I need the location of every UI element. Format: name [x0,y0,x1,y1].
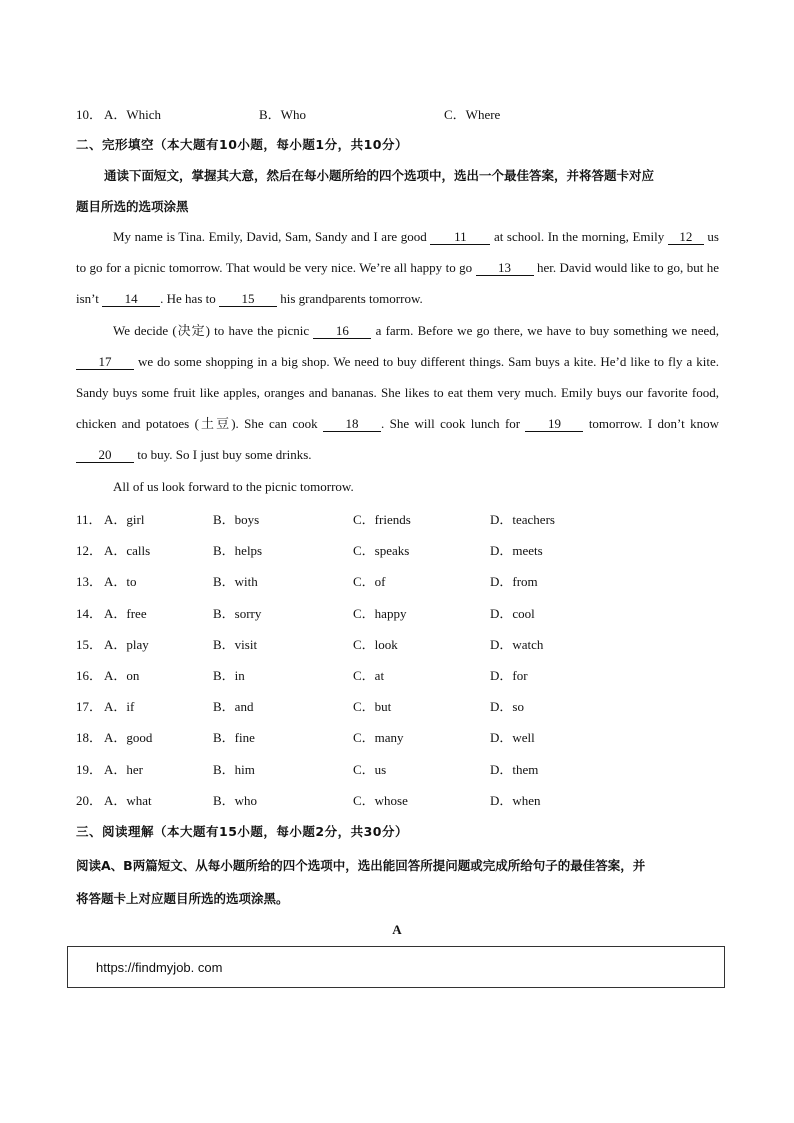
question-number: 19． [76,761,103,777]
option-d: D．teachers [490,512,555,527]
blank-12: 12 [668,229,704,245]
url-box [67,946,725,988]
option-row [76,540,719,558]
option-a: A．to [104,574,137,590]
question-number: 12． [76,543,103,559]
option-a: A．what [104,792,152,808]
url-text: https://findmyjob. com [96,960,223,975]
question-number: 16． [76,668,103,683]
section-2-title: 二、完形填空（本大题有10小题，每小题1分，共10分） [76,137,408,152]
question-number: 20． [76,792,103,808]
option-row [76,727,719,745]
question-number: 14． [76,605,103,621]
option-row [76,634,719,652]
option-c: C．whose [353,792,408,808]
section-3-instruction-line2: 将答题卡上对应题目所选的选项涂黑。 [76,891,289,906]
q10-number: 10． [76,107,103,122]
option-b: B．boys [213,512,260,527]
option-b: B．and [213,699,254,715]
section-3-instruction-line1: 阅读A、B两篇短文、从每小题所给的四个选项中，选出能回答所提问题或完成所给句子的最佳答案，并 [76,858,646,873]
option-d: D．so [490,699,524,715]
option-a: A．if [104,699,135,715]
option-row [76,759,719,777]
blank-13: 13 [476,260,534,276]
section-2-instruction-line2: 题目所选的选项涂黑 [76,199,189,214]
option-c: C．friends [353,512,411,527]
option-b: B．helps [213,543,263,559]
q10-option-b: B．Who [259,107,306,122]
option-c: C．us [353,761,387,777]
question-number: 15． [76,636,103,652]
option-c: C．many [353,730,404,746]
question-number: 17． [76,699,103,715]
option-a: A．her [104,761,143,777]
option-row [76,509,719,527]
passage-paragraph-2: We decide (决定) to have the picnic 16 a farm. Before we go there, we have to buy something we need, 17 we do some shopping in a big shop. We need to buy different things. Sam buys a kite. He’d like to fly a kite. Sandy buys some fruit like apples, oranges and bananas. She likes to eat them very much. Emily buys our favorite food, chicken and potatoes (土豆). She can cook 18 . She will cook lunch for 19 tomorrow. I don’t know 20 to buy. So I just buy some drinks. [76,322,719,463]
option-d: D．for [490,668,528,683]
blank-15: 15 [219,291,277,307]
option-d: D．meets [490,543,543,559]
passage-a-label: A [392,922,402,937]
option-a: A．good [104,730,153,746]
question-number: 18． [76,730,103,746]
blank-19: 19 [525,416,583,432]
section-3-title: 三、阅读理解（本大题有15小题，每小题2分，共30分） [76,824,408,839]
option-a: A．calls [104,543,151,559]
question-number: 13． [76,574,103,590]
cloze-passage [76,221,719,502]
option-b: B．visit [213,636,258,652]
passage-paragraph-1: My name is Tina. Emily, David, Sam, Sandy and I are good 11 at school. In the morning, Emily 12 us to go for a picnic tomorrow. That would be very nice. We’re all happy to go 13 her. David would like to go, but he isn’t 14 . He has to 15 his grandparents tomorrow. [76,229,720,307]
option-b: B．with [213,574,258,590]
passage-paragraph-3: All of us look forward to the picnic tomorrow. [113,478,354,494]
blank-16: 16 [313,323,371,339]
option-b: B．who [213,792,258,808]
option-d: D．from [490,574,538,590]
option-c: C．of [353,574,386,590]
option-d: D．well [490,730,535,746]
option-row [76,603,719,621]
option-a: A．play [104,636,149,652]
option-row [76,665,719,683]
option-c: C．speaks [353,543,410,559]
blank-11: 11 [430,229,490,245]
option-c: C．but [353,699,392,715]
option-d: D．when [490,792,541,808]
option-b: B．fine [213,730,255,746]
option-d: D．watch [490,636,544,652]
option-row [76,696,719,714]
option-b: B．in [213,668,245,683]
option-c: C．happy [353,605,407,621]
blank-18: 18 [323,416,381,432]
option-d: D．them [490,761,539,777]
option-c: C．look [353,636,398,652]
option-b: B．him [213,761,255,777]
question-number: 11． [76,512,102,527]
option-c: C．at [353,668,385,683]
q10-option-c: C．Where [444,107,501,122]
option-a: A．on [104,668,140,683]
blank-17: 17 [76,354,134,370]
option-a: A．girl [104,512,145,527]
option-row [76,571,719,589]
q10-option-a: A．Which [104,107,162,122]
blank-20: 20 [76,447,134,463]
blank-14: 14 [102,291,160,307]
option-d: D．cool [490,605,535,621]
option-a: A．free [104,605,147,621]
option-b: B．sorry [213,605,262,621]
question-10-options [76,104,719,122]
section-2-instruction-line1: 通读下面短文，掌握其大意，然后在每小题所给的四个选项中，选出一个最佳答案，并将答题卡对应 [104,168,655,183]
option-row [76,790,719,808]
